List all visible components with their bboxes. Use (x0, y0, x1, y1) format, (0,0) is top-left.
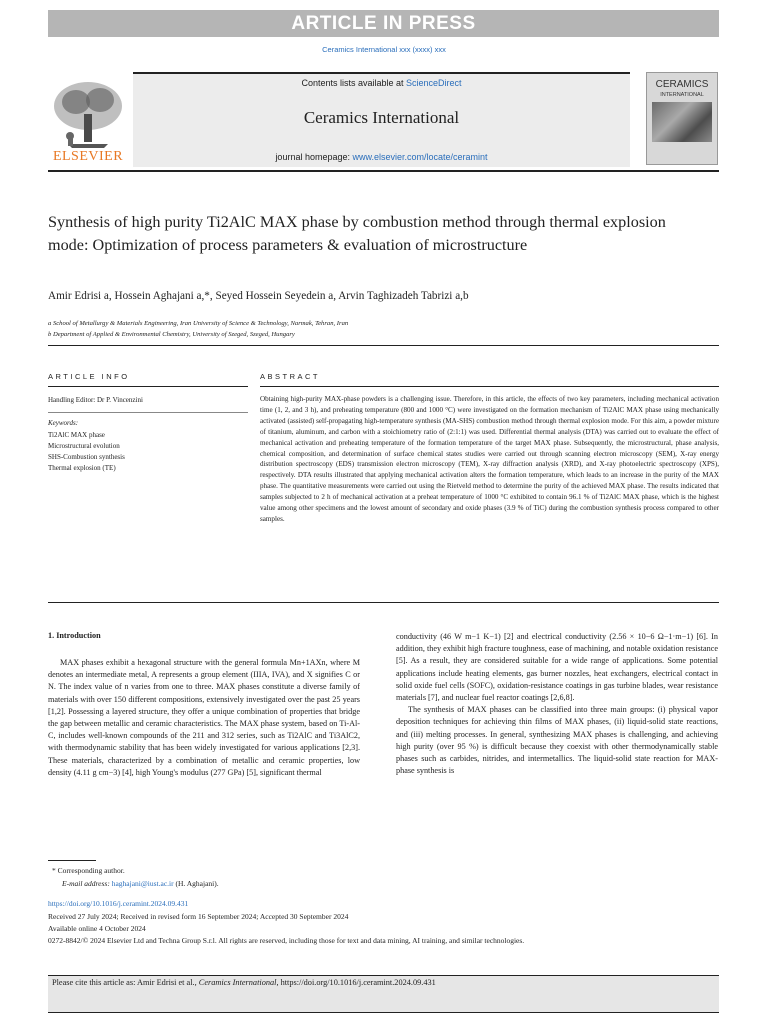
keyword-item: Microstructural evolution (48, 442, 120, 450)
contents-line (133, 78, 630, 88)
online-date: Available online 4 October 2024 (48, 924, 146, 933)
intro-paragraph-1: MAX phases exhibit a hexagonal structure with the general formula Mn+1AXn, where M denotes an intermediate metal, A represents a group element (IIIA, IVA), and X signifies C or N. The index value of n varies from one to three. MAX phases constitute a diverse family of materials with over 150 different compositions, extensively investigated over the past 25 years [1,2]. Possessing a layered structure, they offer a unique combination of properties that bridge the gap between metallic and ceramic characteristics. The MAX phase system, based on Ti-Al-C, includes well-known compounds of the 211 and 312 series, such as Ti2AlC and Ti3AlC2, with thermodynamic stability that has been widely investigated for various applications [2,3]. These materials, characterized by a combination of metallic and ceramic properties, low density (4.11 g cm−3) [4], high Young's modulus (277 GPa) [5], significant thermal (48, 658, 360, 777)
keyword-item: Ti2AlC MAX phase (48, 431, 105, 439)
cite-suffix[interactable]: , https://doi.org/10.1016/j.ceramint.2024.09.431 (276, 978, 436, 987)
homepage-prefix: journal homepage: (275, 152, 353, 162)
handling-editor: Handling Editor: Dr P. Vincenzini (48, 396, 143, 404)
info-subrule (48, 412, 248, 413)
intro-paragraph-1-cont: conductivity (46 W m−1 K−1) [2] and electrical conductivity (2.56 × 10−6 Ω−1·m−1) [6]. In addition, they exhibit high fracture toughness, ease of machining, and notable oxidation resistance [5]. As a result, they are considered suitable for a wide range of applications. Some potential applications include heating elements, gas burner nozzles, heat exchangers, electrical contact in solid oxide fuel cells (SOFC), oxidation-resistance coatings in gas turbine blades, wear resistance materials [7], and nuclear fuel reactor coatings [2,6,8]. (396, 632, 718, 703)
abstract-rule (260, 386, 719, 387)
intro-right-column (396, 631, 718, 777)
info-rule (48, 386, 248, 387)
author-list: Amir Edrisi a, Hossein Aghajani a,*, Seyed Hossein Seyedein a, Arvin Taghizadeh Tabrizi a,b (48, 290, 469, 302)
introduction-heading: 1. Introduction (48, 631, 101, 640)
abstract-text: Obtaining high-purity MAX-phase powders is a challenging issue. Therefore, in this article, the effects of two key parameters, including mechanical activation time (1, 2, and 3 h), and preheating temperature (800 and 1000 °C) were investigated on the formation mechanism of Ti2AlC MAX phase using mechanically activated (assisted) self-propagating high-temperature synthesis (MA-SHS) combustion method through thermal explosion mode. For this aim, a powder mixture of titanium, aluminum, and carbon with a stoichiometry ratio of (2:1:1) was used. Differential thermal analysis (DTA) was carried out to evaluate the effect of mechanical activation and preheating temperature of the formation temperature of the target MAX phase. Subsequently, the microstructural, phase analysis, chemical composition, and determination of surface chemical states studies were carried out through scanning electron microscopy (SEM), X-ray energy distribution spectroscopy (EDS) transmission electron microscopy (TEM), X-ray diffraction analysis (XRD), and X-ray photoelectric spectroscopy (XPS), respectively. DTA results illustrated that applying mechanical activation alters the formation temperature, which leads to an increase in the purity of the MAX phase. The quantitative measurements were carried out using the Rietveld method to determine the purity of the achieved MAX phase. The results indicated that samples subjected to 2 h of mechanical activation at a preheat temperature of 1000 °C exhibited to contain 96.1 % of Ti2AlC MAX phase, which is the highest value among other specimens and the lowest amount of secondary and oxide phases (3.9 % of TiC) during the combustion synthesis process compared to other samples. (260, 395, 719, 523)
article-title: Synthesis of high purity Ti2AlC MAX phase by combustion method through thermal explosion mode: Optimization of process parameters & evaluation of microstructure (48, 213, 666, 254)
homepage-line (133, 152, 630, 162)
homepage-link[interactable]: www.elsevier.com/locate/ceramint (352, 152, 488, 162)
keyword-item: SHS-Combustion synthesis (48, 453, 125, 461)
contents-prefix: Contents lists available at (301, 78, 407, 88)
abstract-heading: ABSTRACT (260, 372, 321, 381)
cite-journal: Ceramics International (198, 978, 277, 987)
footnote-rule (48, 860, 96, 861)
copyright-line: 0272-8842/© 2024 Elsevier Ltd and Techna Group S.r.l. All rights are reserved, including those for text and data mining, AI training, and similar technologies. (48, 936, 525, 945)
email-line (62, 879, 219, 888)
affiliation-a: a School of Metallurgy & Materials Engineering, Iran University of Science & Technology, Narmak, Tehran, Iran (48, 320, 349, 327)
intro-paragraph-2: The synthesis of MAX phases can be classified into three main groups: (i) physical vapor deposition techniques for achieving thin films of MAX phases, (ii) liquid-solid state reactions, and (iii) melting processes. In general, synthesizing MAX phases is challenging, and achieving high purity (over 95 %) is difficult because they coexist with other thermodynamically stable phases such as carbides, nitrides, and intermetallics. The liquid-solid state reaction for MAX-phase synthesis is (396, 705, 718, 776)
doi-link[interactable]: https://doi.org/10.1016/j.ceramint.2024.09.431 (48, 899, 189, 908)
email-link[interactable]: haghajani@iust.ac.ir (111, 879, 174, 888)
elsevier-wordmark: ELSEVIER (52, 149, 124, 164)
abstract-bottom-rule (48, 602, 719, 603)
cite-text (52, 978, 436, 987)
article-in-press-banner: ARTICLE IN PRESS (48, 10, 719, 37)
keyword-item: Thermal explosion (TE) (48, 464, 116, 472)
email-label: E-mail address: (62, 879, 112, 888)
cite-prefix: Please cite this article as: Amir Edrisi et al., (52, 978, 199, 987)
keywords-label: Keywords: (48, 419, 79, 427)
cover-subtitle: INTERNATIONAL (660, 92, 704, 98)
cover-title: CERAMICS (655, 79, 709, 90)
intro-left-column (48, 657, 360, 779)
affiliation-rule (48, 345, 719, 346)
header-rule (48, 170, 719, 172)
received-dates: Received 27 July 2024; Received in revised form 16 September 2024; Accepted 30 September 2024 (48, 912, 349, 921)
email-suffix: (H. Aghajani). (173, 879, 219, 888)
corresponding-author-note: * Corresponding author. (52, 866, 125, 875)
journal-name: Ceramics International (303, 108, 460, 127)
sciencedirect-link[interactable]: ScienceDirect (406, 78, 462, 88)
journal-reference-link[interactable]: Ceramics International xxx (xxxx) xxx (322, 45, 446, 54)
affiliation-b: b Department of Applied & Environmental Chemistry, University of Szeged, Szeged, Hungary (48, 331, 295, 338)
article-info-heading: ARTICLE INFO (48, 372, 130, 381)
cover-image (652, 102, 712, 142)
